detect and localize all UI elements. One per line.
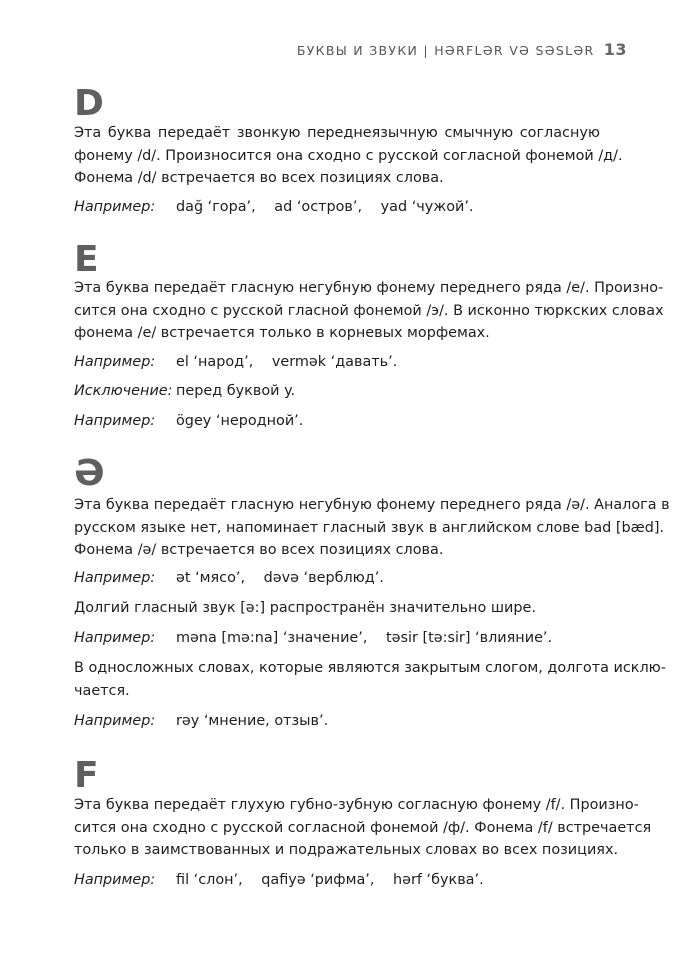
example-items (176, 567, 398, 589)
example-item: ögey ‘неродной’. (176, 413, 304, 429)
example-label: Например: (74, 413, 156, 429)
paragraph-line: чается. (74, 682, 130, 699)
example-label: Например: (74, 199, 156, 215)
paragraph-line: фонема /e/ встречается только в корневых морфемах. (74, 325, 490, 341)
example-item: rəy ‘мнение, отзыв’. (176, 713, 329, 729)
letter-heading-e: E (74, 239, 99, 280)
note-text: Долгий гласный звук [ə:] распространён значительно шире. (74, 600, 536, 616)
example-item: ət ‘мясо’, (176, 570, 246, 586)
paragraph-e (74, 277, 664, 345)
example-items (176, 196, 488, 218)
example-item: qafiyə ‘рифма’, (261, 872, 375, 888)
paragraph-line: сится она сходно с русской гласной фонемой /э/. В исконно тюркских словах (74, 302, 664, 319)
paragraph-line: Эта буква передаёт глухую губно-зубную согласную фонему /f/. Произно- (74, 797, 639, 813)
example-item: el ‘народ’, (176, 354, 254, 370)
example-item: ad ‘остров’, (274, 199, 363, 215)
paragraph-line: Эта буква передаёт гласную негубную фонему переднего ряда /e/. Произно- (74, 280, 664, 296)
paragraph-line: Эта буква передаёт звонкую переднеязычную смычную согласную (74, 125, 600, 141)
long-vowel-note (74, 597, 634, 619)
example-item: yad ‘чужой’. (380, 199, 474, 215)
example-item: təsir [tə:sir] ‘влияние’. (386, 630, 553, 646)
exception-text: перед буквой y. (176, 383, 296, 399)
paragraph-line: сится она сходно с русской согласной фонемой /ф/. Фонема /f/ встречается (74, 819, 652, 836)
example-item: hərf ‘буква’. (393, 872, 484, 888)
example-items (176, 351, 411, 373)
paragraph-line: Фонема /ə/ встречается во всех позициях слова. (74, 542, 444, 558)
paragraph-line: В односложных словах, которые являются закрытым слогом, долгота исклю- (74, 660, 666, 676)
exception-label: Исключение: (74, 383, 173, 399)
example-item: fil ‘слон’, (176, 872, 243, 888)
paragraph-f (74, 794, 652, 862)
running-title: БУКВЫ И ЗВУКИ | HƏRFLƏR VƏ SƏSLƏR (296, 43, 595, 58)
example-label: Например: (74, 354, 156, 370)
paragraph-schwa (74, 494, 670, 562)
paragraph-line: фонему /d/. Произносится она сходно с русской согласной фонемой /д/. (74, 147, 623, 164)
page-number: 13 (603, 40, 627, 59)
example-item: vermək ‘давать’. (271, 354, 398, 370)
example-item: məna [mə:na] ‘значение’, (176, 630, 368, 646)
example-label: Например: (74, 630, 156, 646)
letter-heading-d: D (74, 83, 104, 124)
example-items (176, 627, 566, 649)
paragraph-line: русском языке нет, напоминает гласный звук в английском слове bad [bæd]. (74, 519, 665, 536)
paragraph-line: Эта буква передаёт гласную негубную фонему переднего ряда /ə/. Аналога в (74, 497, 670, 513)
running-header (297, 40, 627, 59)
letter-heading-f: F (74, 755, 99, 796)
example-label: Например: (74, 570, 156, 586)
paragraph-line: только в заимствованных и подражательных словах во всех позициях. (74, 842, 619, 858)
example-label: Например: (74, 872, 156, 888)
paragraph-d (74, 122, 623, 190)
example-item: dəvə ‘верблюд’. (263, 570, 384, 586)
paragraph-line: Фонема /d/ встречается во всех позициях слова. (74, 170, 444, 186)
example-label: Например: (74, 713, 156, 729)
example-item: dağ ‘гора’, (176, 199, 256, 215)
example-items (176, 869, 498, 891)
letter-heading-schwa: Ə (74, 453, 105, 494)
paragraph-schwa-2 (74, 657, 666, 702)
